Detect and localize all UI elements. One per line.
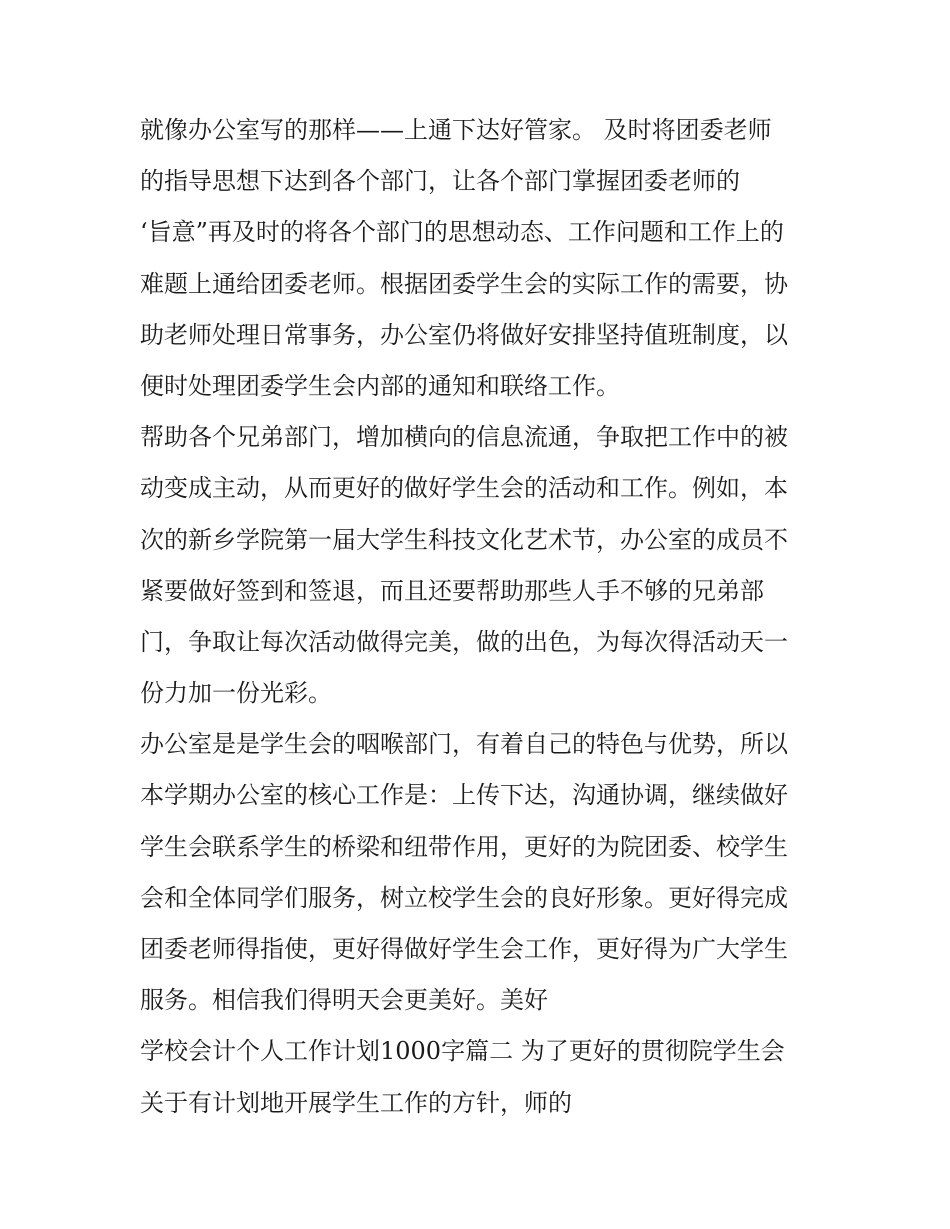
text-line: ‘旨意”再及时的将各个部门的思想动态、工作问题和工作上的 bbox=[140, 218, 784, 247]
text-line: 份力加一份光彩。 bbox=[140, 679, 332, 708]
text-line: 紧要做好签到和签退，而且还要帮助那些人手不够的兄弟部 bbox=[140, 576, 764, 605]
document-body bbox=[140, 105, 812, 1129]
text-line: 会和全体同学们服务，树立校学生会的良好形象。更好得完成 bbox=[140, 883, 788, 912]
text-line: 门，争取让每次活动做得完美，做的出色，为每次得活动天一 bbox=[140, 627, 788, 656]
text-line: 本学期办公室的核心工作是：上传下达，沟通协调，继续做好 bbox=[140, 781, 788, 810]
text-line: 帮助各个兄弟部门，增加横向的信息流通，争取把工作中的被 bbox=[140, 423, 788, 452]
text-line: 关于有计划地开展学生工作的方针，师的 bbox=[140, 1088, 572, 1117]
text-line: 团委老师得指使，更好得做好学生会工作，更好得为广大学生 bbox=[140, 935, 788, 963]
text-line: 动变成主动，从而更好的做好学生会的活动和工作。例如，本 bbox=[140, 474, 788, 503]
text-line: 的指导思想下达到各个部门，让各个部门掌握团委老师的 bbox=[140, 167, 740, 196]
text-line: 学校会计个人工作计划1000字篇二 为了更好的贯彻院学生会 bbox=[140, 1037, 785, 1066]
text-line: 办公室是是学生会的咽喉部门，有着自己的特色与优势，所以 bbox=[140, 730, 788, 759]
text-line: 服务。相信我们得明天会更美好。美好 bbox=[140, 986, 548, 1015]
text-line: 便时处理团委学生会内部的通知和联络工作。 bbox=[140, 371, 620, 400]
text-line: 学生会联系学生的桥梁和纽带作用，更好的为院团委、校学生 bbox=[140, 832, 788, 861]
text-line: 就像办公室写的那样——上通下达好管家。 及时将团委老师 bbox=[140, 116, 772, 144]
text-line: 难题上通给团委老师。根据团委学生会的实际工作的需要，协 bbox=[140, 269, 788, 298]
text-line: 次的新乡学院第一届大学生科技文化艺术节，办公室的成员不 bbox=[140, 525, 788, 554]
text-line: 助老师处理日常事务，办公室仍将做好安排坚持值班制度，以 bbox=[140, 320, 788, 349]
